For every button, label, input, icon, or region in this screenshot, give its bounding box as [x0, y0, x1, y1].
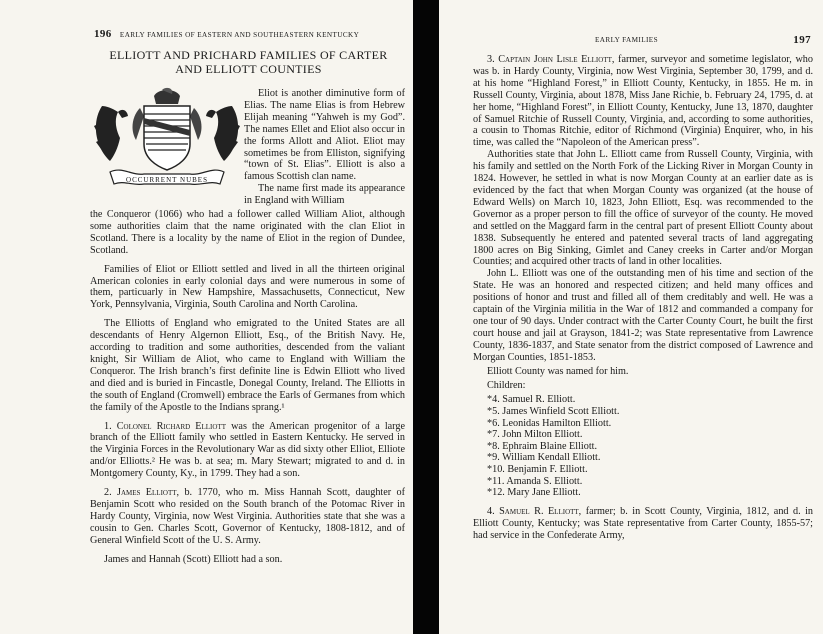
intro-paragraph: Eliot is another diminutive form of Elias. The name Elias is from Hebrew Elijah meaning “Yahweh is my God”. The names Ellet and Eliot also occur in the forms Allott and Aliot. Eliot may sometimes be from Elliston, signifying “town of St. Elias”. Elliott is also a famous Scottish clan name.: [244, 88, 405, 183]
entry-text: farmer; b. in Scott County, Virginia, 1812, and d. in Elliott County, Kentucky; was State representative from Carter County, 1855-57; had service in the Confederate Army,: [473, 505, 814, 541]
entry-text: farmer, surveyor and sometime legislator, who was b. in Hardy County, Virginia, now West Virginia, September 30, 1799, and d. at his home “Highland Forest,” in Elliott County, Kentucky, in 1855. He m. in Russell County, Virginia, about 1878, Miss Jane Richie, b. February 24, 1795, d. at her home, “Highland Forest”, in Elliott County, Kentucky, June 13, 1870, daughter of Samuel Ritchie of Russell County, Virginia, and, according to some authorities, a cousin to Thomas Ritchie, editor of Richmond (Virginia) Enquirer, who, in his time, was called the “Napoleon of the American press”.: [473, 54, 813, 149]
child-list-item: *11. Amanda S. Elliott.: [487, 475, 583, 487]
children-list: [473, 394, 813, 498]
entry-name: Samuel R. Elliott,: [499, 505, 582, 517]
child-list-item: *12. Mary Jane Elliott.: [487, 487, 581, 499]
entry-text: b. 1770, who m. Miss Hannah Scott, daughter of Benjamin Scott who resided on the South branch of the Potomac River in Hardy County, Virginia, now West Virginia. Authorities state that she was a cousin to Gen. Charles Scott, Governor of Kentucky, 1808-1812, and of General Winfield Scott of the U. S. Army.: [90, 487, 406, 546]
book-gutter: [413, 0, 439, 634]
child-list-item: *9. William Kendall Elliott.: [487, 452, 601, 464]
coat-of-arms-image: [92, 86, 242, 192]
entry-number: 1.: [104, 420, 112, 432]
paragraph-county-named: Elliott County was named for him.: [487, 365, 629, 377]
left-page-number: 196: [94, 28, 112, 40]
intro-paragraph-2-start: The name first made its appearance in England with William: [244, 183, 405, 207]
right-page-number: 197: [793, 34, 811, 46]
left-body: [90, 209, 405, 565]
intro-wrap-text: [244, 88, 405, 207]
paragraph-son: James and Hannah (Scott) Elliott had a son.: [104, 553, 283, 565]
child-list-item: *4. Samuel R. Elliott.: [487, 394, 576, 406]
child-list-item: *8. Ephraim Blaine Elliott.: [487, 440, 598, 452]
right-body: [473, 54, 813, 541]
entry-james-elliott: [90, 487, 405, 547]
left-running-head: [94, 28, 404, 40]
child-list-item: *6. Leonidas Hamilton Elliott.: [487, 417, 612, 429]
entry-number: 4.: [487, 505, 495, 517]
entry-name: James Elliott,: [117, 487, 180, 499]
right-running-title: EARLY FAMILIES: [595, 36, 658, 44]
entry-name: Captain John Lisle Elliott,: [498, 54, 615, 65]
chapter-title: ELLIOTT AND PRICHARD FAMILIES OF CARTER AND ELLIOTT COUNTIES: [109, 48, 388, 76]
left-running-title: EARLY FAMILIES OF EASTERN AND SOUTHEASTERN KENTUCKY: [119, 31, 360, 39]
entry-samuel-r: [473, 506, 813, 542]
paragraph-conqueror: the Conqueror (1066) who had a follower called William Aliot, although some authorities claim that the name originated with the clan Eliot in Scotland. There is a locality by the name of Eliot in the region of Dundee, Scotland.: [90, 209, 405, 256]
paragraph-english-elliotts: The Elliotts of England who emigrated to the United States are all descendants of Henry Algernon Elliott, Esq., of the British Navy. He, according to tradition and some authorities, descended from the valiant knight, Sir William de Aliot, who came to England with William the Conqueror. The Irish branch’s first definite line is Edwin Elliott who lived and died and is buried in Fincastle, Donegal County, Ireland. The Elliotts in the south of England (Cromwell) embrace the Earls of Germanes from which the family of the Apostle to the Indians sprang.¹: [90, 318, 405, 413]
crest-motto: OCCURRENT NUBES: [126, 176, 208, 184]
entry-number: 3.: [487, 54, 495, 65]
paragraph-colonies: Families of Eliot or Elliott settled and lived in all the thirteen original American colonies in early colonial days and were numerous in some of them, particuarly in New Hampshire, Massachusetts, Connecticut, New York, Pennsylvania, Virginia, South Carolina and North Carolina.: [90, 263, 405, 311]
paragraph-authorities: Authorities state that John L. Elliott came from Russell County, Virginia, with his family and settled on the North Fork of the Licking River in Morgan County in 1824. However, he settled in what is now Morgan County at an earlier date as is evidenced by the fact that when Morgan County was organized (at the house of Edward Wells) on March 10, 1823, John Elliott, Esq. was recommended to the Governor as a proper person to fill the office of surveyor of the county. He moved and settled on the Maggard farm in the central part of present Elliott County about 1838. Subsequently he entered and patented several tracts of land aggregating 1800 acres on Big Sinking, Gimlet and Caney creeks in Carter and/or Morgan Counties; and acquired other tracts of land in other localities.: [473, 149, 813, 268]
child-list-item: *5. James Winfield Scott Elliott.: [487, 405, 620, 417]
entry-name: Colonel Richard Elliott: [116, 420, 226, 432]
children-label: Children:: [487, 380, 526, 392]
right-running-head: [595, 36, 811, 44]
entry-colonel-richard: [90, 421, 405, 481]
entry-text: was the American progenitor of a large branch of the Elliott family who settled in Eastern Kentucky. He served in the Virginia Forces in the Revolutionary War as did sixty other Elliot, Elliote and/or Elliotts.² He was b. at sea; m. Mary Stewart; migrated to and d. in Montgomery County, Ky., in 1799. They had a son.: [90, 420, 406, 480]
entry-number: 2.: [104, 487, 112, 499]
paragraph-outstanding: John L. Elliott was one of the outstanding men of his time and section of the State. He was an honored and respected citizen; and held many offices and positions of honor and trust and filled all of them creditably and well. He was a captain of the Virginia militia in the War of 1812 and commanded a company for one tour of 90 days. Under contract with the Carter County Court, he built the first court house and jail at Grayson, 1841-2; was State representative from Lawrence County, 1836-1837, and State senator from the district composed of Lawrence and Morgan Counties, 1851-1853.: [473, 268, 813, 363]
child-list-item: *10. Benjamin F. Elliott.: [487, 463, 588, 475]
right-page: [439, 0, 823, 634]
entry-captain-john: [473, 54, 813, 149]
child-list-item: *7. John Milton Elliott.: [487, 429, 583, 441]
